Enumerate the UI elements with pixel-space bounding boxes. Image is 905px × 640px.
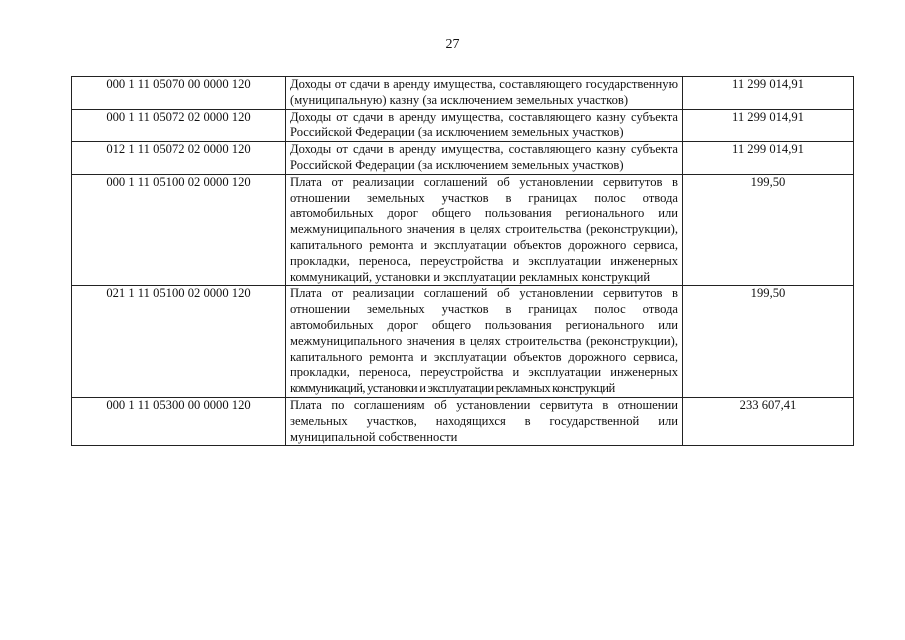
budget-code: 000 1 11 05100 02 0000 120 [72,174,286,286]
revenue-description [286,286,683,398]
revenue-table [71,76,854,446]
budget-code: 000 1 11 05070 00 0000 120 [72,77,286,110]
revenue-description: Доходы от сдачи в аренду имущества, составляющего казну субъекта Российской Федерации (за исключением земельных участков) [286,142,683,175]
amount: 11 299 014,91 [683,109,854,142]
revenue-description: Плата от реализации соглашений об установлении сервитутов в отношении земельных участков в границах полос отвода автомобильных дорог общего пользования регионального или межмуниципального значения в целях строительства (реконструкции), капитального ремонта и эксплуатации объектов дорожного сервиса, прокладки, переноса, переустройства и эксплуатации инженерных коммуникаций, установки и эксплуатации рекламных конструкций [286,174,683,286]
page-number: 27 [445,37,460,52]
amount: 11 299 014,91 [683,77,854,110]
description-text: Плата от реализации соглашений об установлении сервитутов в отношении земельных участков в границах полос отвода автомобильных дорог общего пользования регионального или межмуниципального значения в целях строительства (реконструкции), капитального ремонта и эксплуатации объектов дорожного сервиса, прокладки, переноса, переустройства и эксплуатации инженерных [290,286,678,380]
amount: 199,50 [683,286,854,398]
table-row [72,397,854,445]
budget-code: 000 1 11 05300 00 0000 120 [72,397,286,445]
budget-code: 012 1 11 05072 02 0000 120 [72,142,286,175]
revenue-description: Доходы от сдачи в аренду имущества, составляющего казну субъекта Российской Федерации (за исключением земельных участков) [286,109,683,142]
amount: 199,50 [683,174,854,286]
table-row [72,174,854,286]
amount: 11 299 014,91 [683,142,854,175]
table-row [72,109,854,142]
amount: 233 607,41 [683,397,854,445]
budget-code: 000 1 11 05072 02 0000 120 [72,109,286,142]
table-row [72,142,854,175]
budget-code: 021 1 11 05100 02 0000 120 [72,286,286,398]
table-row [72,77,854,110]
revenue-description: Доходы от сдачи в аренду имущества, составляющего государственную (муниципальную) казну (за исключением земельных участков) [286,77,683,110]
description-last-line: коммуникаций, установки и эксплуатации рекламных конструкций [290,381,615,396]
revenue-description: Плата по соглашениям об установлении сервитута в отношении земельных участков, находящихся в государственной или муниципальной собственности [286,397,683,445]
table-row [72,286,854,398]
